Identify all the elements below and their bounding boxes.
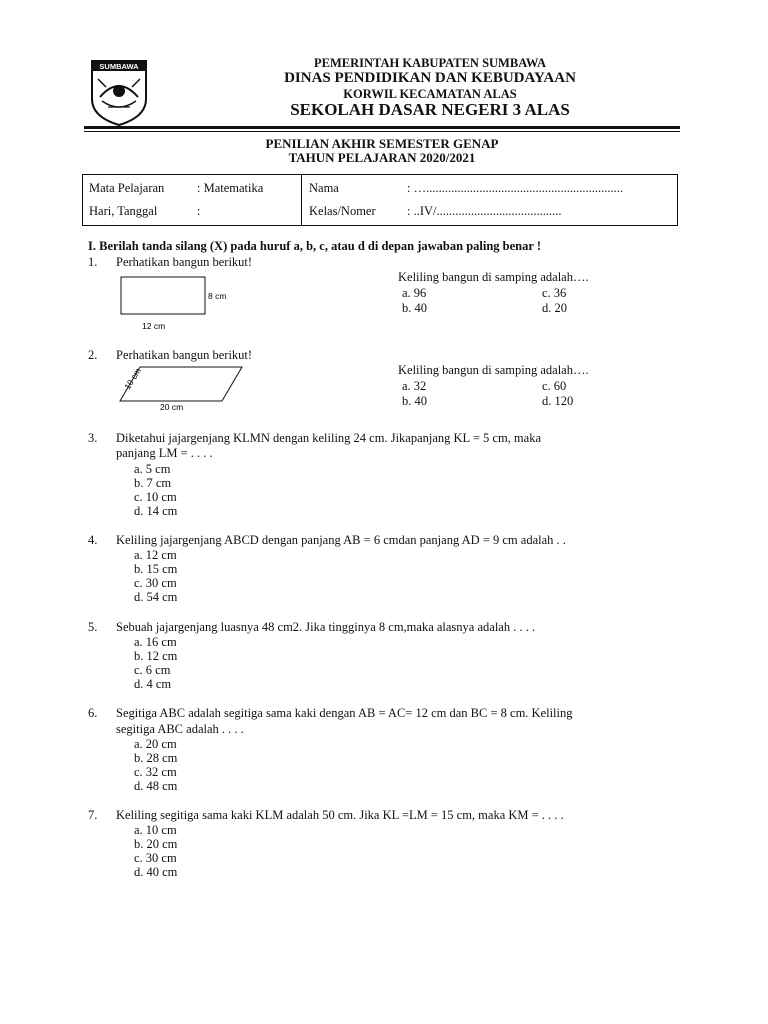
regency-seal-logo [88, 57, 150, 127]
question-7-option-d[interactable]: d. 40 cm [134, 865, 178, 879]
section-instruction: I. Berilah tanda silang (X) pada huruf a, b, c, atau d di depan jawaban paling benar ! [88, 239, 541, 253]
name-field[interactable]: : …............................................................... [407, 181, 623, 195]
question-4-option-d[interactable]: d. 54 cm [134, 590, 178, 604]
question-4-option-b[interactable]: b. 15 cm [134, 562, 178, 576]
name-label: Nama [309, 181, 339, 195]
date-field[interactable]: : [197, 204, 201, 218]
question-4-option-a[interactable]: a. 12 cm [134, 548, 177, 562]
question-3-text: Diketahui jajargenjang KLMN dengan keliling 24 cm. Jikapanjang KL = 5 cm, maka [116, 431, 541, 445]
academic-year: TAHUN PELAJARAN 2020/2021 [288, 150, 476, 165]
date-label: Hari, Tanggal [89, 204, 158, 218]
question-7-option-c[interactable]: c. 30 cm [134, 851, 177, 865]
figure-label-base: 20 cm [160, 402, 184, 412]
logo-text: SUMBAWA [99, 62, 139, 71]
question-4-number: 4. [88, 533, 98, 547]
question-2-option-a[interactable]: a. 32 [402, 379, 427, 393]
question-3-option-a[interactable]: a. 5 cm [134, 462, 171, 476]
question-5-option-d[interactable]: d. 4 cm [134, 677, 172, 691]
header-line-2: DINAS PENDIDIKAN DAN KEBUDAYAAN [284, 70, 576, 86]
question-5-option-c[interactable]: c. 6 cm [134, 663, 171, 677]
question-2-number: 2. [88, 348, 98, 362]
question-1-option-b[interactable]: b. 40 [402, 301, 427, 315]
question-2-side-text: Keliling bangun di samping adalah…. [398, 363, 589, 377]
header-line-3: KORWIL KECAMATAN ALAS [343, 87, 517, 101]
student-info-box [82, 174, 678, 226]
question-5-option-a[interactable]: a. 16 cm [134, 635, 177, 649]
question-2-option-d[interactable]: d. 120 [542, 394, 574, 408]
question-6-text: Segitiga ABC adalah segitiga sama kaki dengan AB = AC= 12 cm dan BC = 8 cm. Keliling [116, 706, 573, 720]
header-rule-thick [84, 126, 680, 129]
question-2-option-c[interactable]: c. 60 [542, 379, 567, 393]
rectangle-figure [118, 274, 238, 334]
question-7-text: Keliling segitiga sama kaki KLM adalah 50 cm. Jika KL =LM = 15 cm, maka KM = . . . . [116, 808, 564, 822]
question-3-option-d[interactable]: d. 14 cm [134, 504, 178, 518]
question-2-option-b[interactable]: b. 40 [402, 394, 427, 408]
question-5-number: 5. [88, 620, 98, 634]
question-6-text-line-2: segitiga ABC adalah . . . . [116, 722, 244, 736]
question-3-text-line-2: panjang LM = . . . . [116, 446, 213, 460]
subject-value: : Matematika [197, 181, 264, 195]
question-5-text: Sebuah jajargenjang luasnya 48 cm2. Jika tingginya 8 cm,maka alasnya adalah . . . . [116, 620, 536, 634]
question-1-option-a[interactable]: a. 96 [402, 286, 427, 300]
class-field[interactable]: : ..IV/........................................ [407, 204, 562, 218]
question-1-option-c[interactable]: c. 36 [542, 286, 567, 300]
question-2-text: Perhatikan bangun berikut! [116, 348, 253, 362]
question-7-option-b[interactable]: b. 20 cm [134, 837, 178, 851]
question-1-number: 1. [88, 255, 98, 269]
question-5-option-b[interactable]: b. 12 cm [134, 649, 178, 663]
school-name: SEKOLAH DASAR NEGERI 3 ALAS [290, 100, 570, 119]
subject-label: Mata Pelajaran [89, 181, 165, 195]
header-line-1: PEMERINTAH KABUPATEN SUMBAWA [314, 56, 546, 70]
question-1-side-text: Keliling bangun di samping adalah…. [398, 270, 589, 284]
question-3-option-b[interactable]: b. 7 cm [134, 476, 172, 490]
info-box-divider [301, 175, 302, 225]
header-rule-thin [84, 131, 680, 132]
question-1-text: Perhatikan bangun berikut! [116, 255, 253, 269]
question-6-option-c[interactable]: c. 32 cm [134, 765, 177, 779]
figure-label-width: 8 cm [208, 291, 227, 301]
question-3-option-c[interactable]: c. 10 cm [134, 490, 177, 504]
question-1-option-d[interactable]: d. 20 [542, 301, 567, 315]
question-6-option-a[interactable]: a. 20 cm [134, 737, 177, 751]
class-label: Kelas/Nomer [309, 204, 376, 218]
question-6-option-d[interactable]: d. 48 cm [134, 779, 178, 793]
question-4-text: Keliling jajargenjang ABCD dengan panjang AB = 6 cmdan panjang AD = 9 cm adalah . . [116, 533, 566, 547]
question-3-number: 3. [88, 431, 98, 445]
question-6-option-b[interactable]: b. 28 cm [134, 751, 178, 765]
exam-title: PENILIAN AKHIR SEMESTER GENAP [265, 136, 499, 151]
question-7-option-a[interactable]: a. 10 cm [134, 823, 177, 837]
figure-label-side: 10 cm [122, 366, 143, 392]
question-7-number: 7. [88, 808, 98, 822]
question-6-number: 6. [88, 706, 98, 720]
figure-label-length: 12 cm [142, 321, 166, 331]
question-4-option-c[interactable]: c. 30 cm [134, 576, 177, 590]
parallelogram-figure [116, 364, 256, 414]
